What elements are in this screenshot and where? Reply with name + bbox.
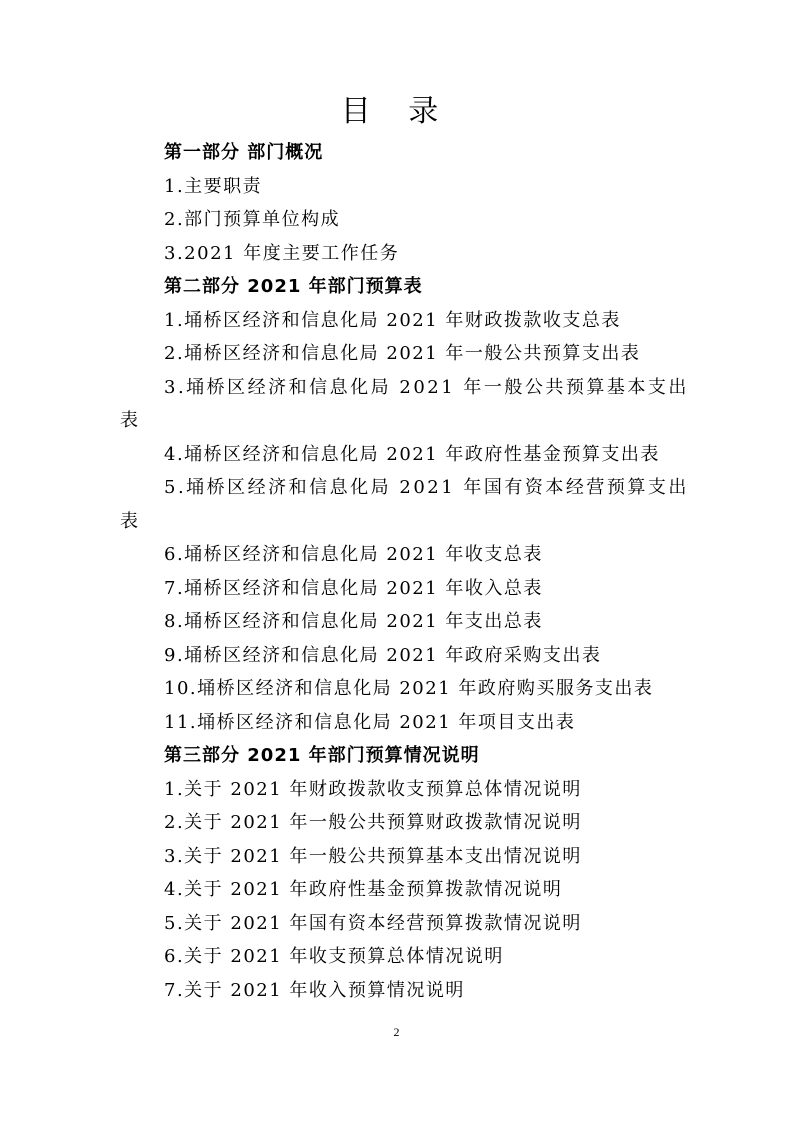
section-heading-2: 第二部分 2021 年部门预算表	[164, 276, 423, 297]
toc-item: 3.关于 2021 年一般公共预算基本支出情况说明	[164, 845, 582, 867]
toc-item: 3.埇桥区经济和信息化局 2021 年一般公共预算基本支出表	[120, 376, 689, 431]
toc-item: 6.关于 2021 年收支预算总体情况说明	[164, 946, 504, 967]
toc-item: 1.关于 2021 年财政拨款收支预算总体情况说明	[164, 778, 582, 800]
toc-item: 7.埇桥区经济和信息化局 2021 年收入总表	[164, 577, 543, 599]
toc-item: 5.埇桥区经济和信息化局 2021 年国有资本经营预算支出表	[120, 477, 689, 532]
toc-item: 2.部门预算单位构成	[164, 209, 341, 230]
toc-item: 9.埇桥区经济和信息化局 2021 年政府采购支出表	[164, 644, 602, 666]
toc-item: 4.埇桥区经济和信息化局 2021 年政府性基金预算支出表	[164, 443, 660, 465]
toc-item: 7.关于 2021 年收入预算情况说明	[164, 979, 465, 1001]
toc-item: 1.埇桥区经济和信息化局 2021 年财政拨款收支总表	[164, 309, 621, 331]
toc-item: 3.2021 年度主要工作任务	[164, 242, 400, 264]
toc-item: 4.关于 2021 年政府性基金预算拨款情况说明	[164, 879, 563, 900]
page-number: 2	[393, 1025, 400, 1039]
section-heading-1: 第一部分 部门概况	[164, 142, 324, 163]
toc-item: 6.埇桥区经济和信息化局 2021 年收支总表	[164, 544, 543, 565]
page-title: 目 录	[340, 94, 453, 129]
section-heading-3: 第三部分 2021 年部门预算情况说明	[164, 745, 480, 766]
toc-item: 2.关于 2021 年一般公共预算财政拨款情况说明	[164, 812, 582, 833]
toc-item: 11.埇桥区经济和信息化局 2021 年项目支出表	[164, 711, 576, 733]
toc-item: 1.主要职责	[164, 175, 263, 197]
toc-item: 10.埇桥区经济和信息化局 2021 年政府购买服务支出表	[164, 678, 654, 699]
toc-item: 8.埇桥区经济和信息化局 2021 年支出总表	[164, 611, 543, 632]
table-of-contents	[120, 136, 700, 1007]
toc-item: 2.埇桥区经济和信息化局 2021 年一般公共预算支出表	[164, 343, 641, 364]
toc-item: 5.关于 2021 年国有资本经营预算拨款情况说明	[164, 912, 582, 934]
